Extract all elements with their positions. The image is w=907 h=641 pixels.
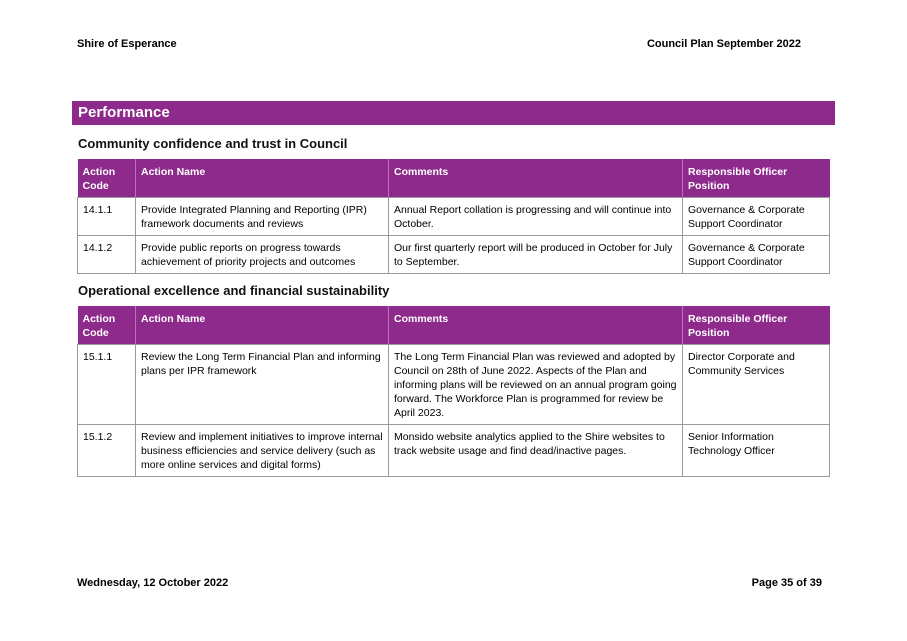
col-header-action-code: Action Code: [78, 159, 136, 198]
header-organization: Shire of Esperance: [77, 38, 177, 50]
cell-action-name: Provide Integrated Planning and Reporting (IPR) framework documents and reviews: [136, 198, 389, 236]
cell-comments: Monsido website analytics applied to the Shire websites to track website usage and find dead/inactive pages.: [389, 425, 683, 477]
group-heading-community: Community confidence and trust in Council: [78, 136, 348, 151]
table-row: [78, 236, 830, 274]
cell-comments: The Long Term Financial Plan was reviewed and adopted by Council on 28th of June 2022. Aspects of the Plan and informing plans will be reviewed on an annual program going forward. The Workforce Plan is programmed for review be April 2023.: [389, 345, 683, 425]
table-header-row: [78, 159, 830, 198]
cell-responsible-officer: Senior Information Technology Officer: [683, 425, 830, 477]
cell-action-code: 15.1.1: [78, 345, 136, 425]
cell-action-name: Review the Long Term Financial Plan and informing plans per IPR framework: [136, 345, 389, 425]
header-document-title: Council Plan September 2022: [646, 38, 801, 50]
footer-date: Wednesday, 12 October 2022: [77, 577, 229, 589]
cell-comments: Our first quarterly report will be produced in October for July to September.: [389, 236, 683, 274]
table-row: [78, 345, 830, 425]
table-row: [78, 198, 830, 236]
col-header-responsible-officer: Responsible Officer Position: [683, 159, 830, 198]
cell-responsible-officer: Governance & Corporate Support Coordinator: [683, 236, 830, 274]
group-heading-operational: Operational excellence and financial sustainability: [78, 283, 390, 298]
cell-comments: Annual Report collation is progressing and will continue into October.: [389, 198, 683, 236]
actions-table-operational: [77, 306, 830, 477]
cell-action-code: 14.1.1: [78, 198, 136, 236]
cell-action-code: 15.1.2: [78, 425, 136, 477]
table-header-row: [78, 306, 830, 345]
section-title-bar: Performance: [72, 101, 835, 125]
cell-responsible-officer: Governance & Corporate Support Coordinator: [683, 198, 830, 236]
col-header-comments: Comments: [389, 159, 683, 198]
col-header-action-name: Action Name: [136, 159, 389, 198]
col-header-action-code: Action Code: [78, 306, 136, 345]
actions-table-community: [77, 159, 830, 274]
col-header-comments: Comments: [389, 306, 683, 345]
col-header-action-name: Action Name: [136, 306, 389, 345]
table-row: [78, 425, 830, 477]
col-header-responsible-officer: Responsible Officer Position: [683, 306, 830, 345]
cell-action-code: 14.1.2: [78, 236, 136, 274]
cell-responsible-officer: Director Corporate and Community Services: [683, 345, 830, 425]
cell-action-name: Provide public reports on progress towards achievement of priority projects and outcomes: [136, 236, 389, 274]
footer-page-number: Page 35 of 39: [751, 577, 822, 589]
cell-action-name: Review and implement initiatives to improve internal business efficiencies and service delivery (such as more online services and digital forms): [136, 425, 389, 477]
